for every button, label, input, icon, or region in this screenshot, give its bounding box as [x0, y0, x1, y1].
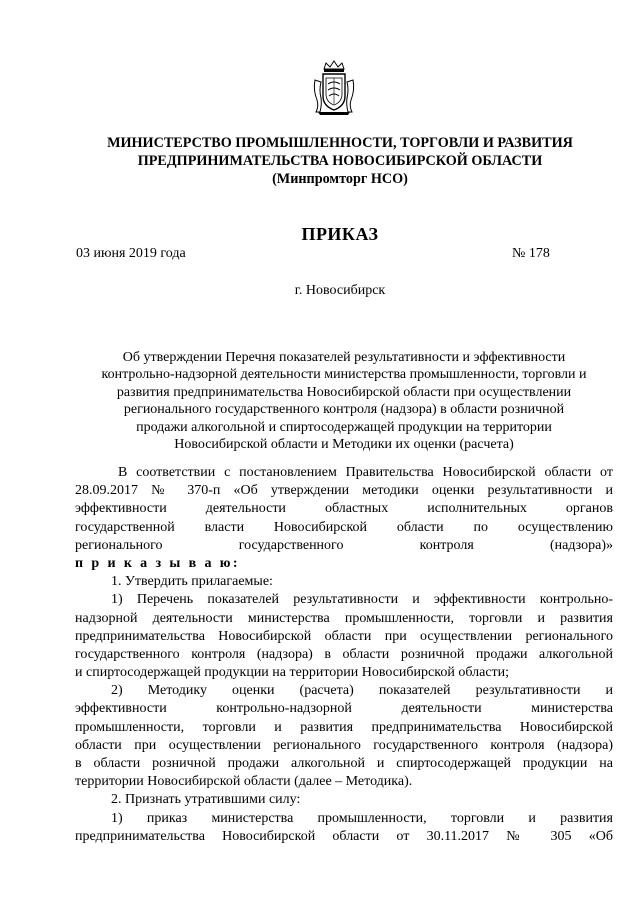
subject-line: развития предпринимательства Новосибирской области при осуществлении	[116, 384, 572, 400]
body-line: в области розничной продажи алкогольной и спиртосодержащей продукции на	[75, 756, 613, 771]
order-subject	[70, 349, 618, 453]
body-line: В соответствии с постановлением Правительства Новосибирской области от	[118, 465, 613, 480]
ministry-name-line-2: ПРЕДПРИНИМАТЕЛЬСТВА НОВОСИБИРСКОЙ ОБЛАСТИ	[137, 153, 543, 169]
body-line: предпринимательства Новосибирской области от 30.11.2017 № 305 «Об	[75, 828, 613, 844]
body-line: территории Новосибирской области (далее – Методика).	[75, 774, 413, 790]
subject-line: Новосибирской области и Методики их оценки (расчета)	[174, 437, 514, 453]
order-city: г. Новосибирск	[294, 283, 386, 298]
body-line: эффективности деятельности областных исполнительных органов	[75, 501, 613, 517]
subject-line: продажи алкогольной и спиртосодержащей продукции на территории	[136, 419, 552, 435]
body-line: надзорной деятельности министерства промышленности, торговли и развития	[75, 610, 613, 626]
ministry-header	[60, 134, 620, 188]
body-line: 2) Методику оценки (расчета) показателей результативности и	[111, 683, 613, 699]
body-line: предпринимательства Новосибирской области при осуществлении регионального	[75, 628, 613, 644]
body-line: эффективности контрольно-надзорной деятельности министерства	[75, 701, 613, 717]
body-line: 28.09.2017 № 370-п «Об утверждении методики оценки результативности и	[75, 483, 613, 499]
body-line: 1) приказ министерства промышленности, торговли и развития	[111, 810, 613, 826]
body-line: промышленности, торговли и развития предпринимательства Новосибирской	[75, 719, 613, 735]
body-line: и спиртосодержащей продукции на территории Новосибирской области;	[75, 665, 510, 681]
ministry-short-name: (Минпромторг НСО)	[272, 171, 408, 187]
ministry-name-line-1: МИНИСТЕРСТВО ПРОМЫШЛЕННОСТИ, ТОРГОВЛИ И РАЗВИТИЯ	[107, 135, 573, 151]
order-date: 03 июня 2019 года	[76, 246, 186, 261]
body-line: области при осуществлении регионального государственного контроля (надзора)	[75, 737, 613, 753]
body-line: 2. Признать утратившими силу:	[111, 792, 301, 808]
body-line: регионального государственного контроля (надзора)»	[75, 537, 613, 553]
subject-line: Об утверждении Перечня показателей результативности и эффективности	[122, 350, 566, 365]
order-number: № 178	[512, 246, 550, 261]
subject-line: регионального государственного контроля (надзора) в области розничной	[123, 402, 565, 418]
body-line: 1) Перечень показателей результативности и эффективности контрольно-	[111, 592, 613, 608]
coat-of-arms-icon	[312, 60, 356, 116]
order-body	[75, 464, 613, 846]
subject-line: контрольно-надзорной деятельности министерства промышленности, торговли и	[101, 367, 587, 383]
order-title: ПРИКАЗ	[301, 224, 379, 244]
body-line: 1. Утвердить прилагаемые:	[111, 574, 273, 590]
body-line: государственной власти Новосибирской области по осуществлению	[75, 519, 613, 535]
body-line: государственного контроля (надзора) в области розничной продажи алкогольной	[75, 646, 613, 662]
order-decree-word: п р и к а з ы в а ю:	[75, 555, 240, 571]
